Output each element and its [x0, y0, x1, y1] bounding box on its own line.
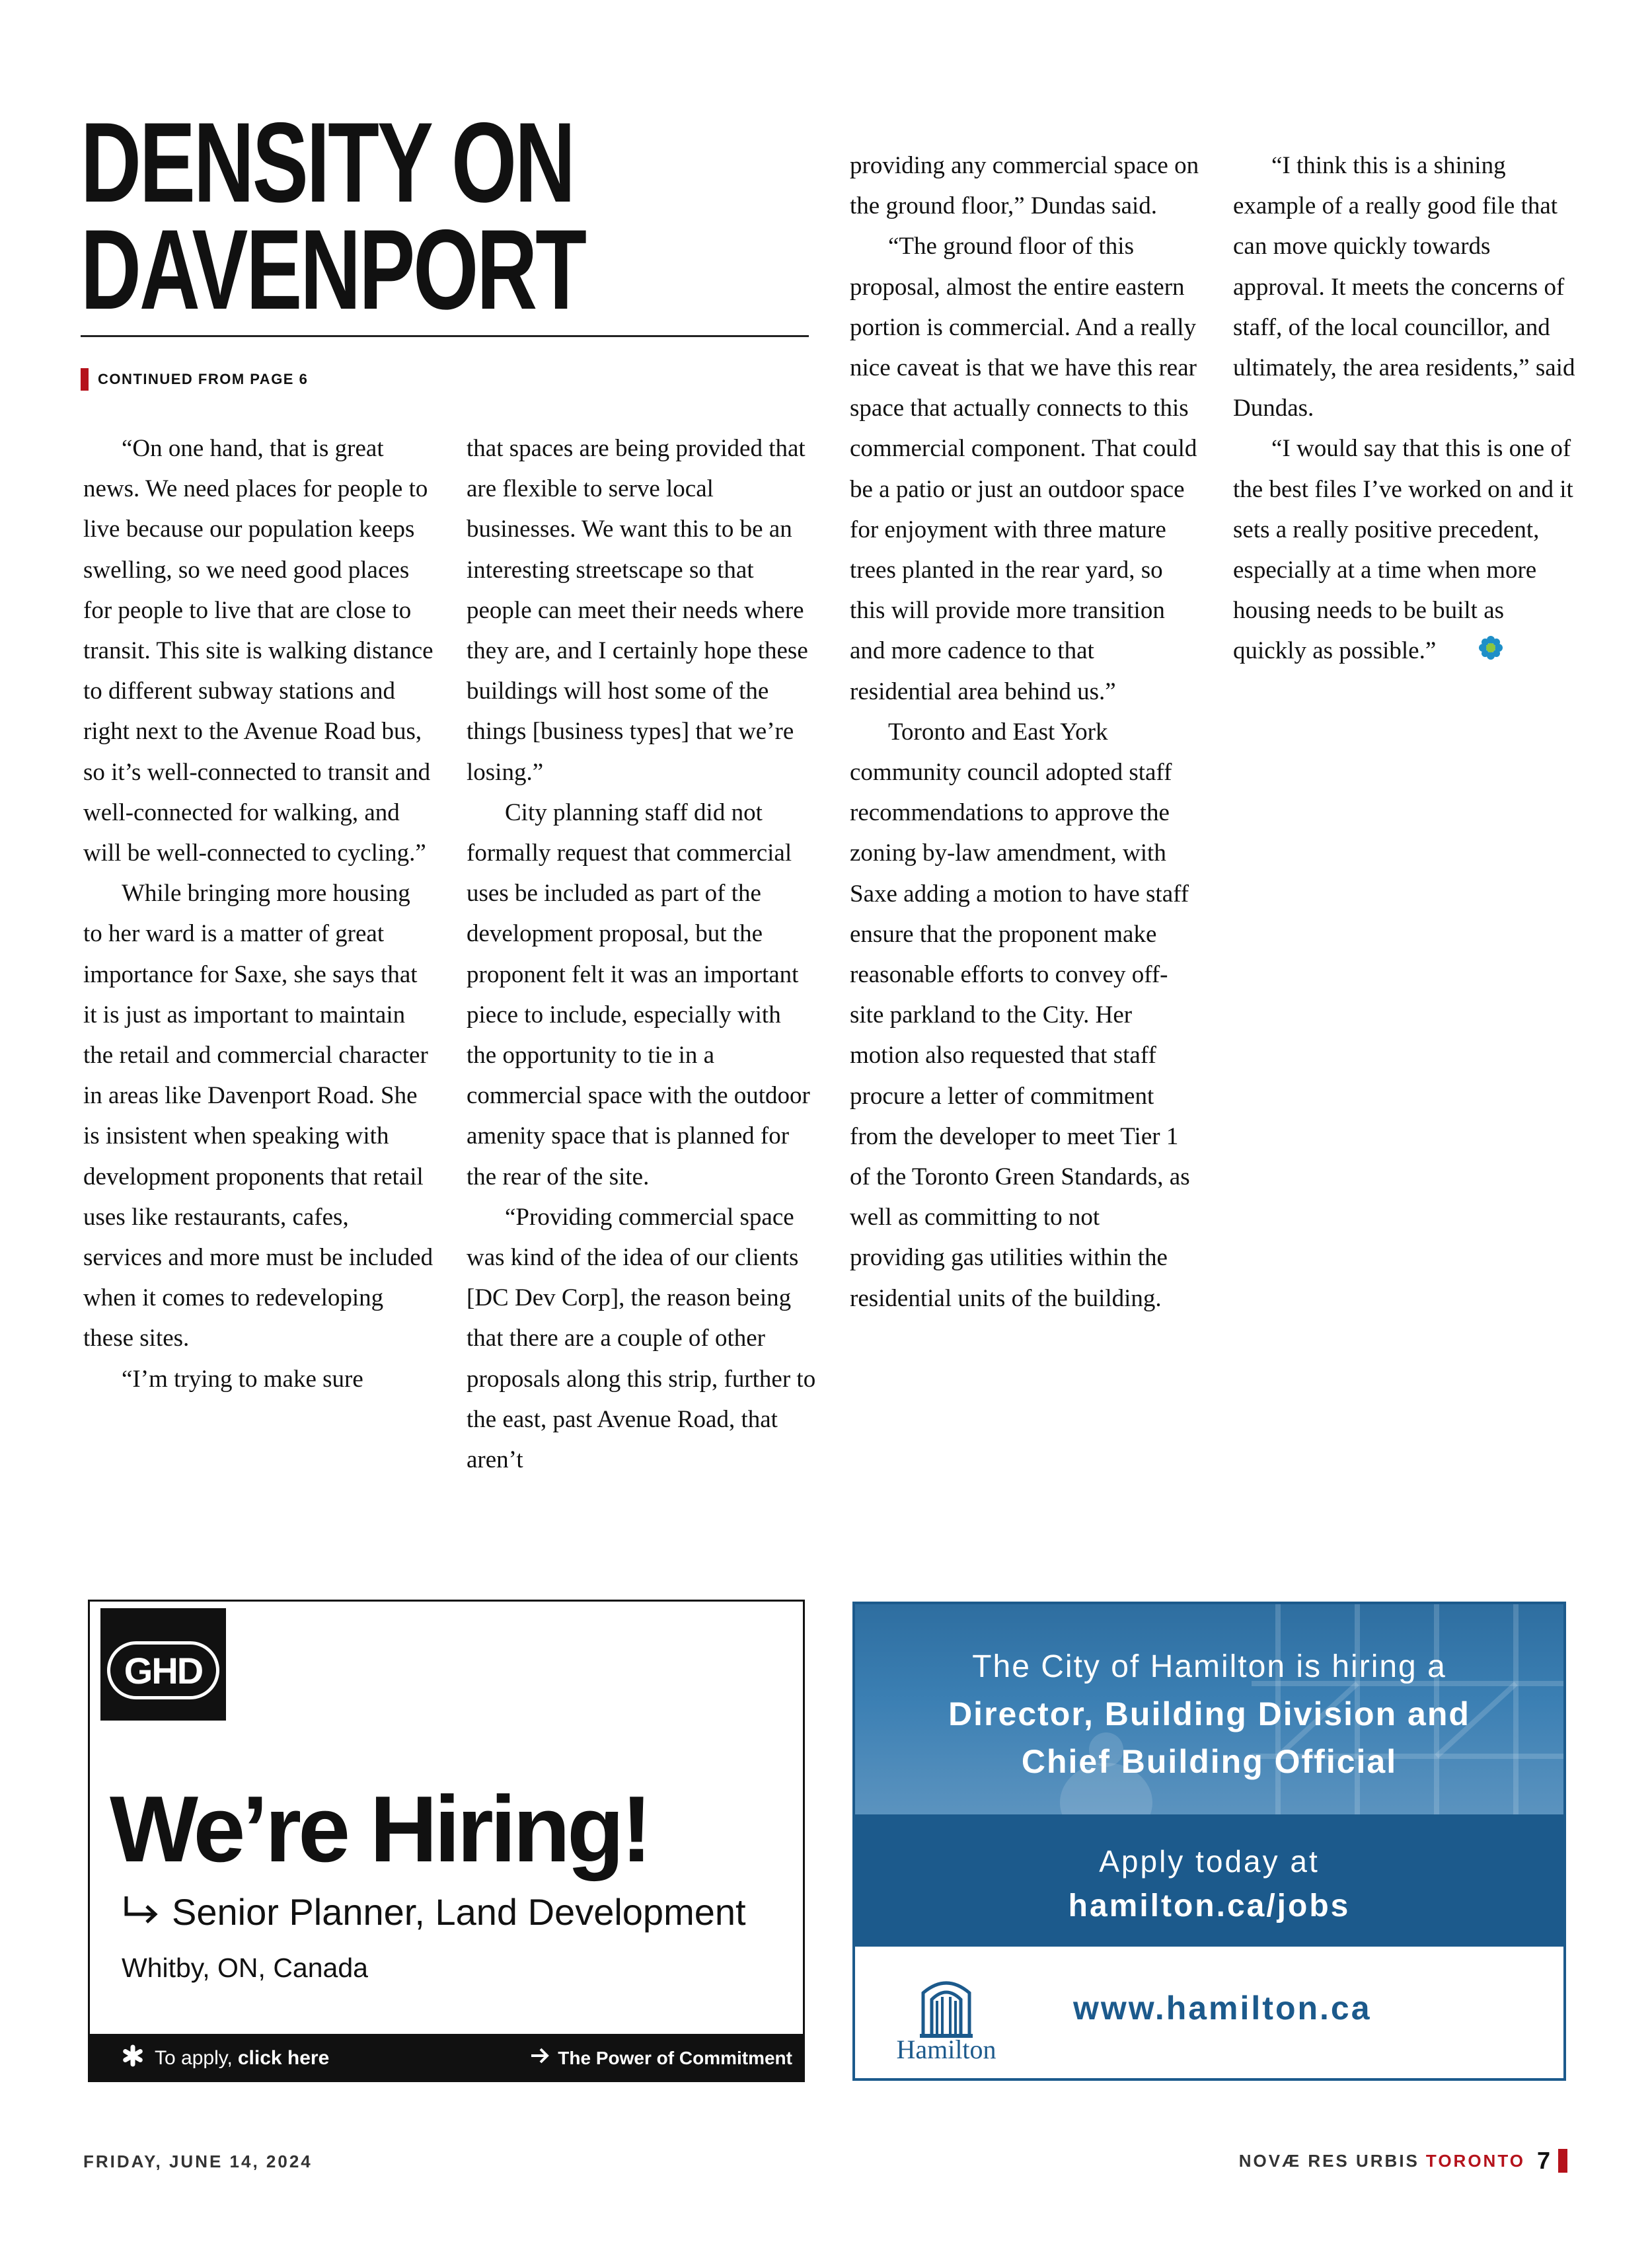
page-number: 7 [1536, 2147, 1550, 2174]
paragraph: City planning staff did not formally request that commercial uses be included as part of the development proposal, but the proponent felt it was an important piece to include, especially with the opportunity to tie in a commercial space with the outdoor amenity space that is planned for the rear of the site. [467, 798, 810, 1190]
footer-bar [1558, 2149, 1567, 2173]
ghd-click-here[interactable]: click here [237, 2047, 330, 2069]
hamilton-apply-text: Apply today at [1099, 1844, 1320, 1879]
ghd-logo [100, 1608, 226, 1721]
hamilton-apply-band [855, 1814, 1563, 1947]
ghd-job-ad[interactable] [88, 1600, 805, 2082]
ghd-apply-prefix: To apply, [155, 2047, 233, 2069]
article-column-2 [467, 428, 817, 1480]
publication-name: NOVÆ RES URBIS [1238, 2150, 1419, 2171]
paragraph: “I’m trying to make sure [122, 1365, 363, 1393]
end-mark-flower-icon [1440, 633, 1503, 673]
hamilton-logo-text: Hamilton [896, 2035, 996, 2064]
continued-bar [81, 368, 89, 391]
paragraph: “On one hand, that is great news. We need places for people to live because our population keeps swelling, so we need good places for people to live that are close to transit. This site is walking distance to different subway stations and right next to the Avenue Road bus, so it’s well-connected to transit and well-connected for walking, and will be well-connected to cycling.” [83, 435, 433, 867]
headline [81, 99, 619, 333]
page-footer [1239, 2147, 1567, 2175]
ghd-logo-text: GHD [107, 1641, 219, 1699]
hamilton-headline [855, 1644, 1563, 1785]
ghd-location: Whitby, ON, Canada [122, 1953, 368, 1983]
ghd-footer-bar [90, 2034, 803, 2080]
hamilton-line1: The City of Hamilton is hiring a [972, 1649, 1446, 1684]
article-column-1 [83, 428, 433, 1399]
continued-text: CONTINUED FROM PAGE 6 [98, 371, 309, 387]
headline-line1: DENSITY ON [81, 99, 574, 226]
article-column-4 [1233, 145, 1583, 674]
publication-city: TORONTO [1425, 2150, 1525, 2171]
headline-rule [81, 335, 809, 337]
hamilton-job-ad[interactable] [852, 1602, 1566, 2081]
paragraph: Toronto and East York community council adopted staff recommendations to approve the zoning by-law amendment, with Saxe adding a motion to have staff ensure that the proponent make reasonable efforts to convey off-site parkland to the City. Her motion also requested that staff procure a letter of commitment from the developer to meet Tier 1 of the Toronto Green Standards, as well as committing to not providing gas utilities within the residential units of the building. [850, 718, 1190, 1312]
arrow-right-icon [530, 2047, 550, 2069]
ghd-headline: We’re Hiring! [110, 1777, 650, 1882]
paragraph: providing any commercial space on the ground floor,” Dundas said. [850, 152, 1199, 220]
hamilton-jobs-link[interactable]: hamilton.ca/jobs [1068, 1888, 1351, 1923]
hamilton-line3: Chief Building Official [1021, 1743, 1398, 1780]
issue-date: FRIDAY, JUNE 14, 2024 [83, 2152, 313, 2171]
hamilton-line2: Director, Building Division and [948, 1695, 1470, 1732]
hamilton-ad-banner [855, 1604, 1563, 1814]
paragraph: “I think this is a shining example of a really good file that can move quickly towards approval. It meets the concerns of staff, of the local councillor, and ultimately, the area residents,” said Dundas. [1233, 152, 1575, 422]
hamilton-footer [855, 1947, 1563, 2078]
paragraph-final [1233, 428, 1583, 673]
paragraph: “The ground floor of this proposal, almost the entire eastern portion is commercial. And a really nice caveat is that we have this rear space that actually connects to this commercial component. That could be a patio or just an outdoor space for enjoyment with three mature trees planted in the rear yard, so this will provide more transition and more cadence to that residential area behind us.” [850, 233, 1197, 705]
ghd-position [123, 1890, 746, 1933]
ghd-tagline-text: The Power of Commitment [558, 2047, 792, 2068]
paragraph-text: “I would say that this is one of the best files I’ve worked on and it sets a really positive precedent, especially at a time when more housing needs to be built as quickly as possible.” [1233, 435, 1573, 665]
ghd-position-title: Senior Planner, Land Development [172, 1891, 746, 1933]
ghd-tagline [530, 2047, 792, 2069]
hamilton-website-link[interactable]: www.hamilton.ca [1073, 1990, 1372, 2027]
article-column-3 [850, 145, 1200, 1319]
ghd-apply-link[interactable] [122, 2044, 329, 2072]
headline-line2: DAVENPORT [81, 206, 585, 333]
paragraph: that spaces are being provided that are flexible to serve local businesses. We want this to be an interesting streetscape so that people can meet their needs where they are, and I certainly hope these buildings will host some of the things [business types] that we’re losing.” [467, 435, 808, 786]
continued-marker [81, 368, 308, 391]
paragraph: “Providing commercial space was kind of the idea of our clients [DC Dev Corp], the reason being that there are a couple of other proposals along this strip, further to the east, past Avenue Road, that aren’t [467, 1203, 816, 1474]
asterisk-icon [122, 2044, 144, 2072]
paragraph: While bringing more housing to her ward is a matter of great importance for Saxe, she says that it is just as important to maintain the retail and commercial character in areas like Davenport Road. She is insistent when speaking with development proponents that retail uses like restaurants, cafes, services and more must be included when it comes to redeveloping these sites. [83, 880, 433, 1352]
return-arrow-icon [123, 1890, 160, 1933]
